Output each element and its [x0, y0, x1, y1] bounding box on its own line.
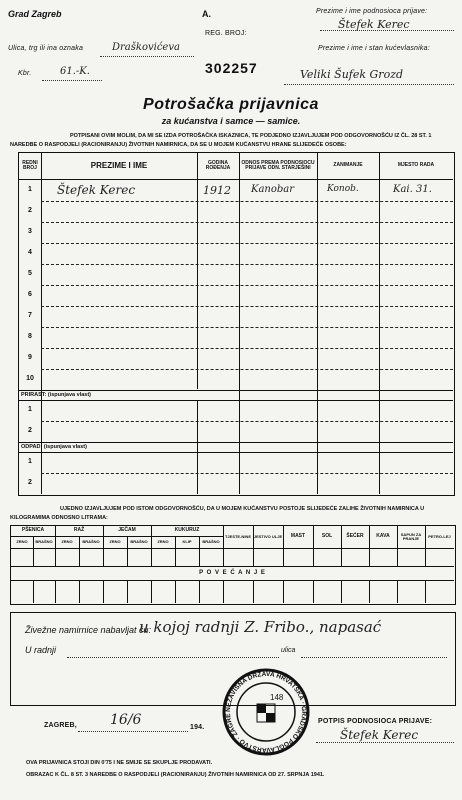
person-relation: Kanobar [251, 184, 295, 195]
row-number: 5 [28, 270, 32, 277]
row-number: 3 [28, 228, 32, 235]
stamp-seal-icon [220, 666, 312, 758]
col-group: KUKURUZ [174, 527, 200, 534]
row-number: 8 [28, 333, 32, 340]
col-other: MAST [290, 533, 306, 540]
year-suffix: 194. [190, 724, 205, 731]
col-header-number: REDNI BROJ [22, 159, 38, 171]
person-birth-year: 1912 [203, 184, 231, 197]
person-occupation: Konob. [327, 184, 359, 194]
place-label: ZAGREB, [44, 722, 77, 729]
row-number: 6 [28, 291, 32, 298]
col-group: JEČAM [118, 527, 136, 534]
col-sub: BRAŠNO [130, 538, 148, 544]
kbr-label: Kbr. [18, 70, 32, 77]
svg-text:NEZAVISNA DRŽAVA HRVATSKA · GR: NEZAVISNA DRŽAVA HRVATSKA · GRADSKO POGLAVARSTVO · ZAGRE [224, 670, 308, 754]
row-number: 10 [26, 375, 34, 382]
date-handwritten: 16/6 [110, 712, 142, 728]
row-number: 7 [28, 312, 32, 319]
col-sub: ZRNO [157, 538, 169, 544]
col-header-workplace: MJESTO RADA [397, 162, 435, 169]
col-sub: ZRNO [109, 538, 121, 544]
col-header-occupation: ZANIMANJE [333, 162, 363, 169]
row-number: 2 [28, 427, 32, 434]
official-stamp [220, 666, 312, 758]
section-label: A. [202, 9, 211, 19]
odpad-label: ODPAD: (ispunjava vlast) [21, 444, 87, 450]
col-sub: ZRNO [16, 538, 28, 544]
col-other: TJESTE-NINE [224, 533, 251, 539]
row-number: 9 [28, 354, 32, 361]
row-number: 4 [28, 249, 32, 256]
signature-label: POTPIS PODNOSIOCA PRIJAVE: [318, 718, 433, 725]
col-other: ŠEĆER [346, 533, 364, 540]
applicant-label: Prezime i ime podnosioca prijave: [316, 8, 428, 15]
regulation-note: OBRAZAC K ČL. 8 ST. 3 NAREDBE O RASPODJELI (RACIONIRANJU) ŽIVOTNIH NAMIRNICA OD 27. SRPNJA 1941. [26, 772, 325, 778]
supply-handwritten: u kojoj radnji Z. Fribo., napasać [139, 618, 382, 636]
stock-table [10, 525, 456, 605]
street-label-2: ulica [281, 647, 296, 654]
signature-handwritten: Štefek Kerec [340, 728, 419, 742]
street-handwritten: Draškovićeva [112, 42, 180, 53]
supply-label: Živežne namirnice nabavljat ću: [25, 625, 152, 635]
stock-text: UJEDNO IZJAVLJUJEM POD ISTOM ODGOVORNOŠĆU, DA U MOJEM KUĆANSTVU POSTOJE SLIJEDEĆE ZALIHE ŽIVOTNIH NAMIRNICA U KILOGRAMIMA ODNOSNO LITRAMA: [10, 506, 425, 521]
owner-label: Prezime i ime i stan kućevlasnika: [318, 45, 430, 52]
col-sub: BRAŠNO [202, 538, 220, 544]
reg-label: REG. BROJ: [205, 30, 247, 37]
prirast-label: PRIRAST: (ispunjava vlast) [21, 392, 91, 398]
persons-table [18, 152, 455, 496]
price-note: OVA PRIJAVNICA STOJI DIN 0'75 I NE SMIJE SE SKUPLJE PRODAVATI. [26, 760, 213, 766]
col-other: JESTIVO ULJE [253, 533, 283, 539]
col-other: KAVA [376, 533, 390, 540]
row-number: 1 [28, 458, 32, 465]
city-label: Grad Zagreb [8, 9, 62, 19]
col-sub: KLIP [182, 538, 192, 544]
col-group: PŠENICA [21, 527, 45, 534]
street-label: Ulica, trg ili ina oznaka [8, 45, 84, 52]
col-group: RAŽ [73, 527, 85, 534]
kbr-handwritten: 61.-K. [60, 66, 90, 77]
svg-text:148: 148 [270, 693, 284, 702]
row-number: 1 [28, 186, 32, 193]
form-subtitle: za kućanstva i samce — samice. [161, 116, 301, 126]
intro-text: POTPISANI OVIM MOLIM, DA MI SE IZDA POTROŠAČKA ISKAZNICA, TE PODJEDNO IZJAVLJUJEM POD ODGOVORNOŠĆU IZ ČL. 28 ST. 1 NAREDBE O RASPODJELI (RACIONIRANJU) ŽIVOTNIH NAMIRNICA, DA SE U MOJEM KUĆANSTVU HRANE SLIJEDEĆE OSOBE: [10, 133, 432, 148]
person-workplace: Kai. 31. [393, 184, 432, 195]
col-header-year: GODINA ROĐENJA [205, 159, 231, 171]
row-number: 2 [28, 207, 32, 214]
col-other: SOL [321, 533, 333, 540]
in-shop-label: U radnji [25, 645, 57, 655]
person-name: Štefek Kerec [57, 183, 136, 197]
col-other: PETRO-LEJ [428, 533, 451, 539]
col-header-relation: ODNOS PREMA PODNOSIOCU PRIJAVE ODN. STARJEŠINI [241, 159, 315, 171]
col-header-name: PREZIME I IME [90, 160, 148, 170]
col-other: SAPUN ZA PRANJE [400, 531, 422, 541]
serial-number: 302257 [205, 60, 258, 76]
col-sub: BRAŠNO [82, 538, 100, 544]
row-number: 2 [28, 479, 32, 486]
col-sub: ZRNO [61, 538, 73, 544]
form-title: Potrošačka prijavnica [143, 96, 319, 113]
increase-label: P O V E Ć A N J E [199, 569, 266, 576]
row-number: 1 [28, 406, 32, 413]
applicant-name-handwritten: Štefek Kerec [338, 18, 410, 31]
col-sub: BRAŠNO [35, 538, 53, 544]
owner-handwritten: Veliki Šufek Grozd [300, 68, 404, 81]
